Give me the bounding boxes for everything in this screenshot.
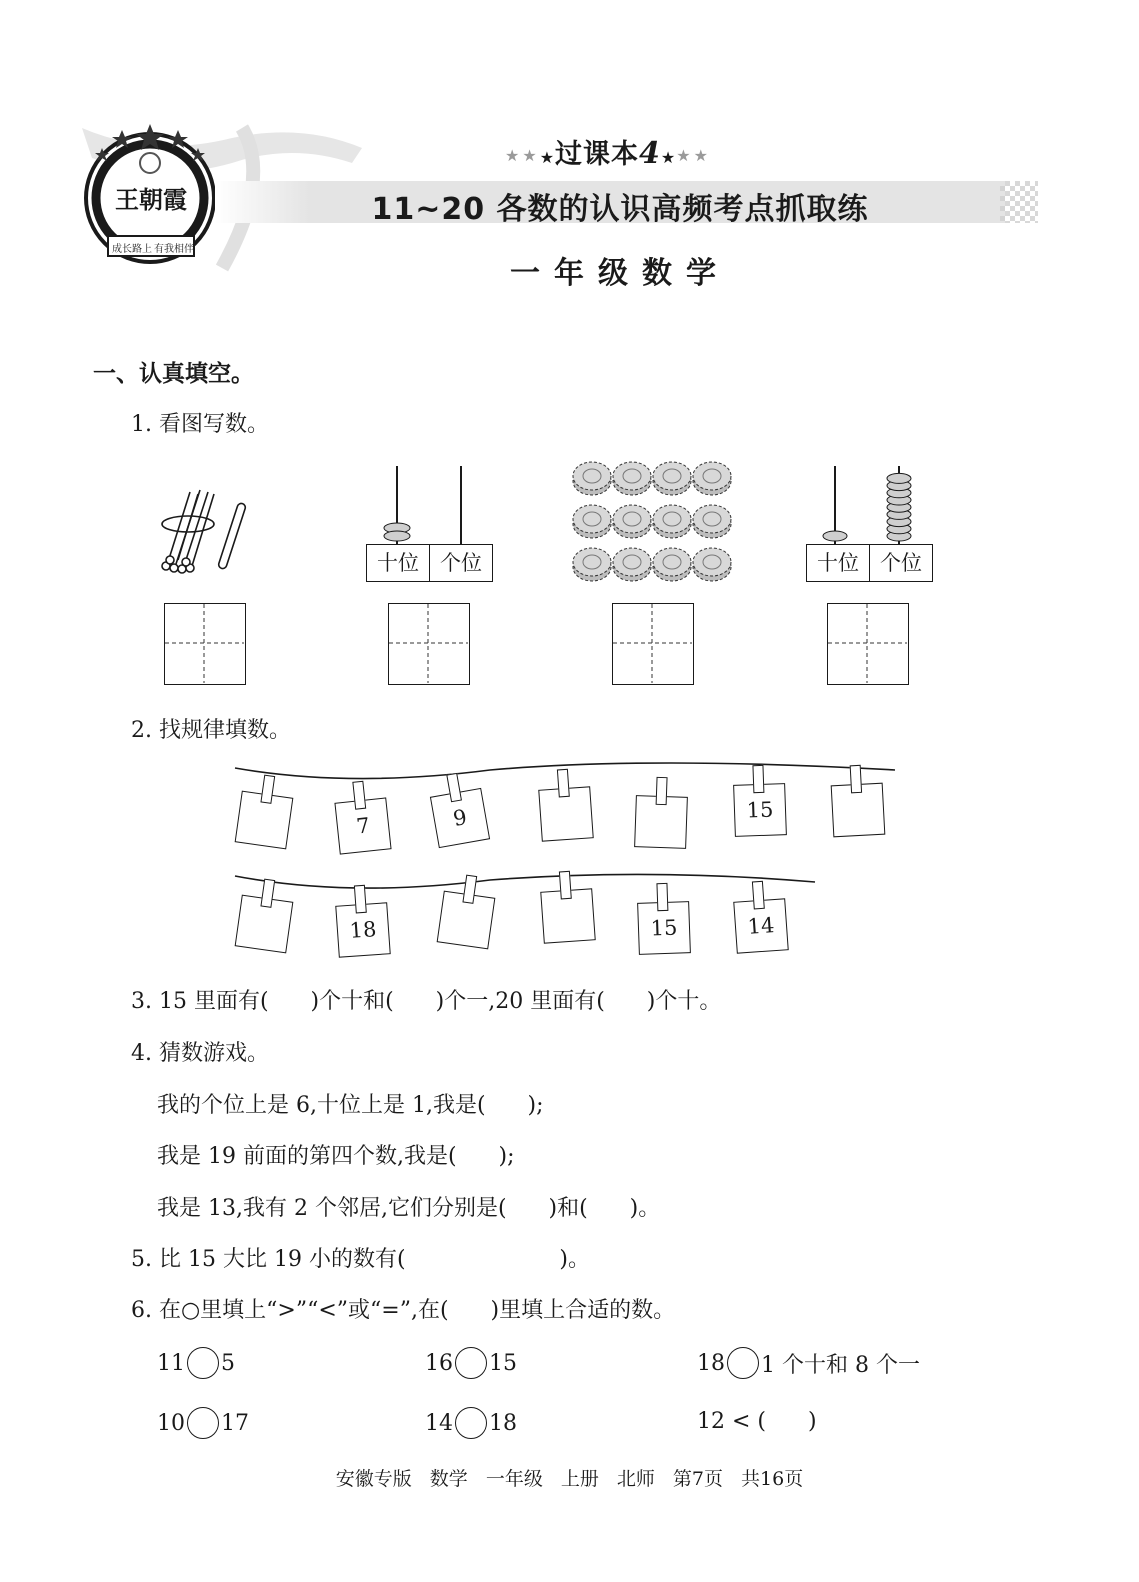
clothesline-row-2 [230,868,820,972]
row1-card [430,788,490,848]
compare-left: 16 [425,1350,453,1376]
clothespin-icon [462,875,477,904]
compare-item [425,1347,517,1379]
abacus-1 [365,466,495,550]
coin-icon [653,462,691,495]
star-decoration-icon: ★★ [505,146,540,165]
row2-card[interactable] [235,895,294,954]
card-number: 15 [746,797,774,823]
question-1-prompt: 1. 看图写数。 [131,412,269,437]
row2-card[interactable] [437,891,496,950]
clothespin-icon [656,777,668,805]
compare-left: 18 [697,1350,725,1376]
compare-circle[interactable] [187,1407,219,1439]
question-5: 5. 比 15 大比 19 小的数有( )。 [131,1247,590,1272]
compare-item [157,1407,249,1439]
clothespin-icon [850,765,862,794]
compare-left: 14 [425,1410,453,1436]
compare-item [697,1347,920,1379]
series-number: 4 [639,136,661,171]
question-4-prompt: 4. 猜数游戏。 [131,1041,269,1066]
compare-fill-item: 12 < ( ) [697,1409,817,1434]
coin-icon [653,505,691,538]
answer-grid-1[interactable] [164,603,246,685]
question-6-prompt: 6. 在○里填上“>”“<”或“=”,在( )里填上合适的数。 [131,1298,676,1323]
card-number: 18 [348,917,378,943]
row1-card[interactable] [634,795,688,849]
question-4-line-3: 我是 13,我有 2 个邻居,它们分别是( )和( )。 [157,1196,661,1221]
logo-slogan-right: 有我相伴 [154,244,194,255]
compare-left: 11 [157,1350,185,1376]
clothespin-icon [656,883,668,911]
row2-card [733,898,789,954]
coin-icon [693,548,731,581]
row2-card[interactable] [540,888,596,944]
abacus-2 [805,466,935,550]
logo-wordmark: 王朝霞 [115,185,187,214]
coins-figure [572,458,737,592]
coin-icon [613,548,651,581]
answer-grid-4[interactable] [827,603,909,685]
compare-right: 15 [489,1350,517,1376]
compare-circle[interactable] [455,1407,487,1439]
clothespin-icon [752,881,765,910]
tens-label: 十位 [366,544,430,582]
star-decoration-icon: ★★ [676,146,711,165]
clothespin-icon [752,765,764,793]
coin-icon [653,548,691,581]
clothespin-icon [557,769,570,798]
coin-icon [693,462,731,495]
compare-right: 1 个十和 8 个一 [761,1352,920,1378]
page-footer: 安徽专版 数学 一年级 上册 北师 第7页 共16页 [335,1468,804,1490]
page-title: 11~20 各数的认识高频考点抓取练 [371,192,869,227]
row1-card [334,797,391,854]
row1-card[interactable] [831,783,886,838]
compare-right: 5 [221,1350,235,1376]
star-icon: ★ [660,148,677,167]
coin-icon [573,462,611,495]
coin-icon [613,505,651,538]
compare-item [157,1347,235,1379]
logo-slogan-left: 成长路上 [112,244,152,255]
coin-icon [693,505,731,538]
answer-grid-3[interactable] [612,603,694,685]
page-subtitle: 一年级数学 [510,256,730,291]
clothespin-icon [260,775,275,804]
row2-card [637,901,691,955]
sticks-figure [150,480,260,584]
card-number: 15 [650,915,678,941]
compare-right: 18 [489,1410,517,1436]
series-name: 过课本 [555,139,640,170]
compare-circle[interactable] [727,1347,759,1379]
card-number: 9 [451,805,469,831]
abacus-bead [887,473,911,483]
coin-icon [613,462,651,495]
clothespin-icon [354,885,367,914]
compare-circle[interactable] [455,1347,487,1379]
coin-icon [573,548,611,581]
ones-label: 个位 [870,544,933,582]
series-label [505,132,711,171]
compare-circle[interactable] [187,1347,219,1379]
section-heading: 一、认真填空。 [93,361,254,387]
question-4-line-2: 我是 19 前面的第四个数,我是( ); [157,1144,515,1169]
card-number: 7 [355,813,371,839]
tens-label: 十位 [806,544,870,582]
place-value-table-2 [806,544,933,582]
checker-decoration [1000,181,1038,223]
row1-card [733,783,787,837]
card-number: 14 [746,913,776,939]
compare-left: 10 [157,1410,185,1436]
clothespin-icon [559,871,572,900]
coin-icon [573,505,611,538]
clothespin-icon [260,879,275,908]
row1-card[interactable] [235,791,294,850]
answer-grid-2[interactable] [388,603,470,685]
row2-card [335,902,391,958]
place-value-table-1 [366,544,493,582]
star-icon: ★ [539,148,556,167]
question-3: 3. 15 里面有( )个十和( )个一,20 里面有( )个十。 [131,989,722,1014]
compare-item [425,1407,517,1439]
ones-label: 个位 [430,544,493,582]
row1-card[interactable] [538,786,594,842]
compare-right: 17 [221,1410,249,1436]
question-4-line-1: 我的个位上是 6,十位上是 1,我是( ); [157,1093,544,1118]
question-2-prompt: 2. 找规律填数。 [131,718,291,743]
